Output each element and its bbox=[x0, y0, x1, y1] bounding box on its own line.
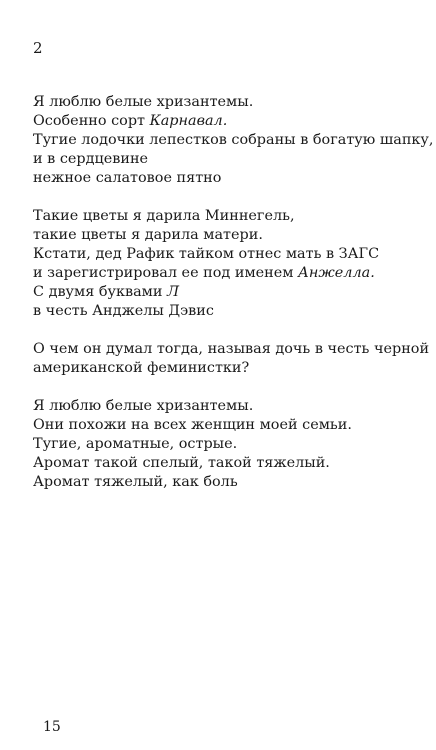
line-text: Они похожи на всех женщин моей семьи. bbox=[33, 417, 352, 433]
line-text: Я люблю белые хризантемы. bbox=[33, 398, 254, 414]
poem-line bbox=[33, 454, 423, 473]
section-number: 2 bbox=[33, 39, 43, 57]
line-text: Аромат такой спелый, такой тяжелый. bbox=[33, 455, 330, 471]
poem-text bbox=[33, 93, 434, 511]
line-text: Я люблю белые хризантемы. bbox=[33, 94, 254, 110]
line-text: в честь Анджелы Дэвис bbox=[33, 303, 214, 319]
poem-line bbox=[33, 302, 423, 321]
poem-line bbox=[33, 93, 423, 112]
line-text: и в сердцевине bbox=[33, 151, 149, 167]
poem-line bbox=[33, 359, 423, 378]
line-text: нежное салатовое пятно bbox=[33, 170, 222, 186]
stanza bbox=[33, 340, 430, 378]
poem-line bbox=[33, 131, 434, 150]
poem-line bbox=[33, 473, 423, 492]
line-text: и зарегистрировал ее под именем bbox=[33, 265, 299, 281]
line-text: Кстати, дед Рафик тайком отнес мать в ЗАГС bbox=[33, 246, 380, 262]
poem-line bbox=[33, 340, 430, 359]
stanza bbox=[33, 207, 423, 321]
poem-line bbox=[33, 435, 423, 454]
line-text: Такие цветы я дарила Миннегель, bbox=[33, 208, 295, 224]
poem-line bbox=[33, 112, 423, 131]
italic-text: Анжелла. bbox=[298, 265, 375, 281]
italic-text: Л bbox=[167, 284, 180, 300]
stanza bbox=[33, 93, 434, 188]
poem-line bbox=[33, 245, 423, 264]
italic-text: Карнавал. bbox=[149, 113, 228, 129]
line-text: такие цветы я дарила матери. bbox=[33, 227, 263, 243]
poem-line bbox=[33, 397, 423, 416]
page-number: 15 bbox=[43, 719, 61, 735]
poem-line bbox=[33, 416, 423, 435]
line-text: Аромат тяжелый, как боль bbox=[33, 474, 238, 490]
poem-line bbox=[33, 207, 423, 226]
line-text: американской феминистки? bbox=[33, 360, 250, 376]
poem-line bbox=[33, 226, 423, 245]
line-text: О чем он думал тогда, называя дочь в честь черной bbox=[33, 341, 430, 357]
line-text: Тугие лодочки лепестков собраны в богатую шапку, bbox=[33, 132, 434, 148]
line-text: С двумя буквами bbox=[33, 284, 168, 300]
poem-line bbox=[33, 283, 423, 302]
poem-line bbox=[33, 264, 423, 283]
poem-line bbox=[33, 169, 423, 188]
line-text: Особенно сорт bbox=[33, 113, 150, 129]
line-text: Тугие, ароматные, острые. bbox=[33, 436, 238, 452]
stanza bbox=[33, 397, 423, 492]
poem-line bbox=[33, 150, 423, 169]
